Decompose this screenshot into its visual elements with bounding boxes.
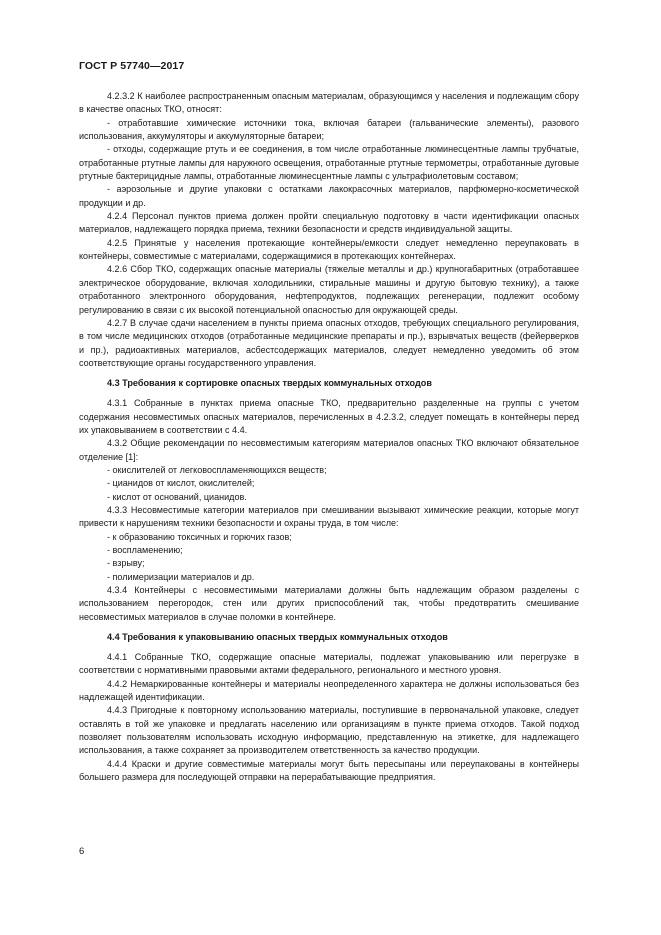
paragraph-4-4-2: 4.4.2 Немаркированные контейнеры и материалы неопределенного характера не должны использоваться без надлежащей идентификации.	[79, 678, 579, 703]
list-item: - к образованию токсичных и горючих газов;	[107, 531, 292, 542]
paragraph-4-3-3: 4.3.3 Несовместимые категории материалов при смешивании вызывают химические реакции, которые могут привести к нарушениям техники безопасности и охраны труда, в том числе:	[79, 504, 579, 529]
list-item: - воспламенению;	[107, 545, 183, 555]
list-item: - цианидов от кислот, окислителей;	[107, 478, 255, 489]
page-number: 6	[79, 846, 85, 857]
section-heading-4-4: 4.4 Требования к упаковыванию опасных твердых коммунальных отходов	[107, 632, 448, 643]
paragraph-4-3-4: 4.3.4 Контейнеры с несовместимыми материалами должны быть надлежащим образом разделены с использованием перегородок, стен или других приспособлений так, чтобы предотвратить смешивание несовместимых материалов в случае поломки в контейнере.	[79, 585, 579, 622]
section-heading-4-3: 4.3 Требования к сортировке опасных твердых коммунальных отходов	[107, 378, 432, 389]
paragraph-4-4-3: 4.4.3 Пригодные к повторному использованию материалы, поступившие в первоначальной упаковке, следует оставлять в той же упаковке и предлагать населению или организациям в пункте приема отходов. Такой подход позволяет пользователям использовать исходную информацию, представленную на этикетке, для надлежащего использования, а также сохраняет за производителем ответственность за качество продукции.	[79, 705, 579, 756]
standard-designation: ГОСТ Р 57740—2017	[79, 60, 185, 72]
paragraph-4-2-4: 4.2.4 Персонал пунктов приема должен пройти специальную подготовку в части идентификации опасных материалов, надлежащего порядка приема, техники безопасности и средств индивидуальной защиты.	[79, 211, 579, 235]
list-item: - аэрозольные и другие упаковки с остатками лакокрасочных материалов, парфюмерно-косметической продукции и др.	[79, 184, 579, 208]
list-item: - отработавшие химические источники тока, включая батареи (гальванические элементы), разового использования, аккумуляторы и аккумуляторные батареи;	[79, 117, 579, 142]
list-item: - полимеризации материалов и др.	[107, 571, 255, 582]
paragraph-4-2-6: 4.2.6 Сбор ТКО, содержащих опасные материалы (тяжелые металлы и др.) крупногабаритных (отработавшее электрическое оборудование, включая холодильники, стиральные машины и другую бытовую технику), а также отработанного электронного оборудования, нефтепродуктов, подлежащих регенерации, подлежит особому регулированию в связи с их высокой потенциальной опасностью для окружающей среды.	[79, 264, 579, 315]
paragraph-4-3-1: 4.3.1 Собранные в пунктах приема опасные ТКО, предварительно разделенные на группы с учетом содержания несовместимых опасных материалов, перечисленных в 4.2.3.2, следует помещать в контейнеры перед их упаковыванием в соответствии с 4.4.	[79, 398, 579, 435]
paragraph-4-4-1: 4.4.1 Собранные ТКО, содержащие опасные материалы, подлежат упаковыванию или перегрузке в соответствии с нормативными правовыми актами федерального, регионального и местного уровня.	[79, 652, 579, 676]
paragraph-4-3-2: 4.3.2 Общие рекомендации по несовместимым категориям материалов опасных ТКО включают обязательное отделение [1]:	[79, 438, 579, 462]
list-item: - взрыву;	[107, 558, 145, 569]
document-body	[79, 90, 579, 785]
list-item: - кислот от оснований, цианидов.	[107, 491, 247, 502]
list-item: - отходы, содержащие ртуть и ее соединения, в том числе отработанные люминесцентные лампы трубчатые, отработанные ртутные лампы для наружного освещения, отработанные ртутные термометры, отработанные дуговые ртутные бактерицидные лампы, отработанные люминесцентные лампы с ультрафиолетовым составом;	[79, 144, 579, 182]
paragraph-4-2-5: 4.2.5 Принятые у населения протекающие контейнеры/емкости следует немедленно переупаковать в контейнеры, совместимые с материалами, содержащимися в протекающих контейнерах.	[79, 237, 579, 262]
list-item: - окислителей от легковоспламеняющихся веществ;	[107, 464, 327, 475]
paragraph-4-2-7: 4.2.7 В случае сдачи населением в пункты приема опасных отходов, требующих специального регулирования, в том числе медицинских отходов (отработанные медицинские препараты и пр.), взрывчатых веществ (фейерверков и пр.), радиоактивных материалов, асбестсодержащих материалов, следует немедленно уведомить об этом соответствующие органы государственного управления.	[79, 317, 579, 368]
paragraph-4-4-4: 4.4.4 Краски и другие совместимые материалы могут быть пересыпаны или переупакованы в контейнеры большего размера для последующей отправки на перерабатывающие предприятия.	[79, 758, 579, 783]
paragraph-4-2-3-2: 4.2.3.2 К наиболее распространенным опасным материалам, образующимся у населения и подлежащим сбору в качестве опасных ТКО, относят:	[79, 91, 579, 115]
